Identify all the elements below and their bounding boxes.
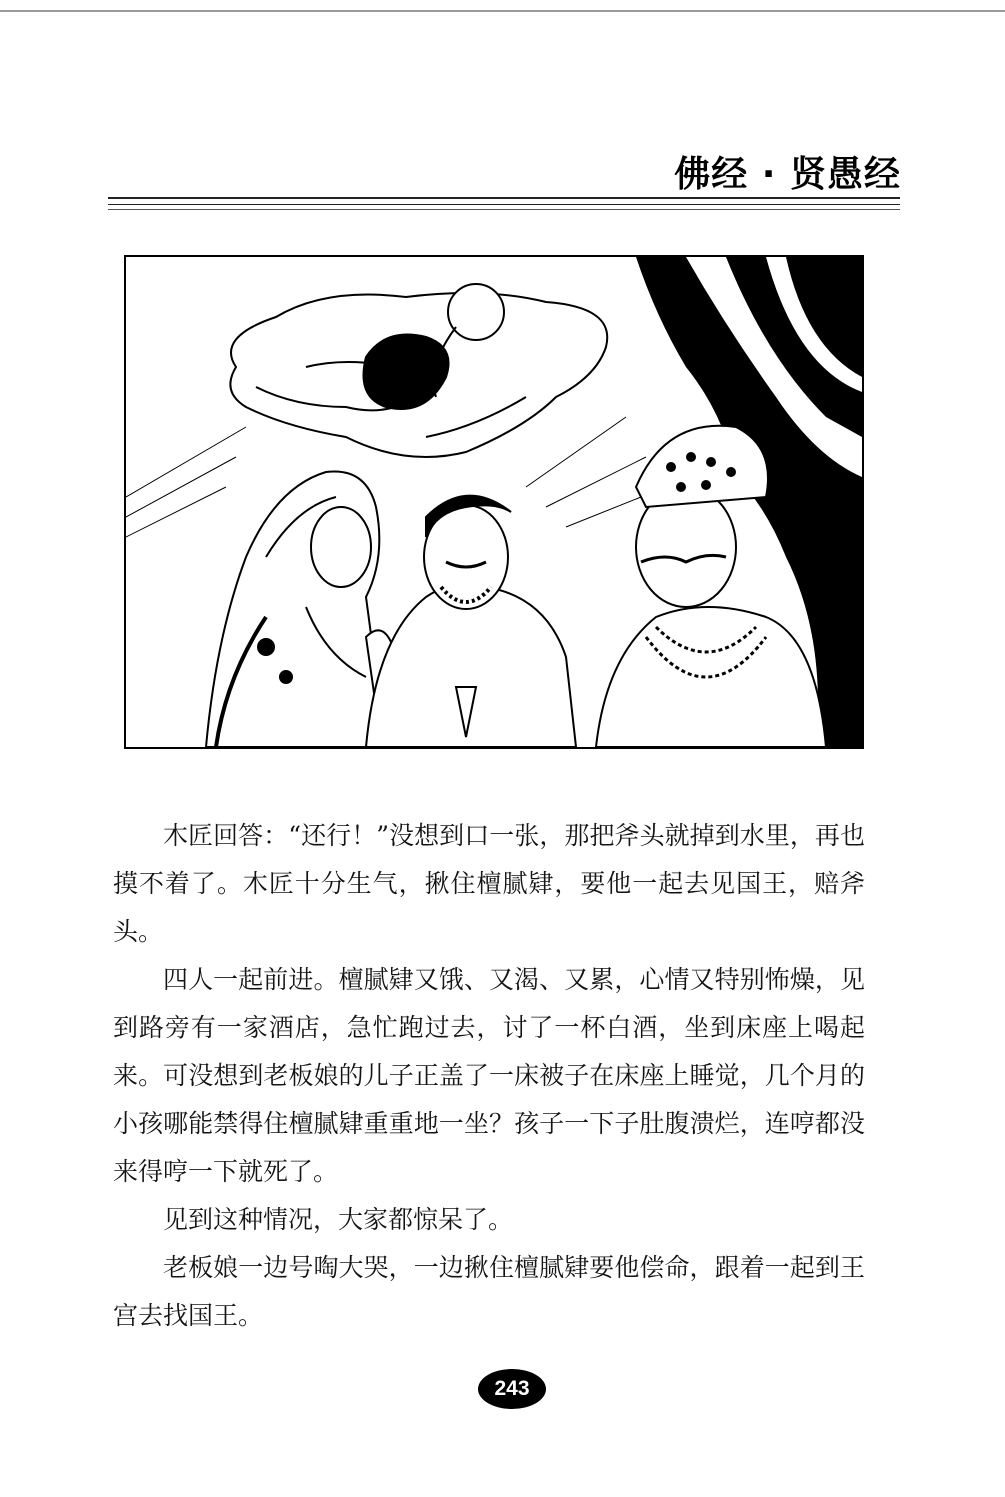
paragraph: 见到这种情况，大家都惊呆了。 bbox=[163, 1205, 514, 1234]
header-rule bbox=[108, 209, 900, 210]
body-text bbox=[113, 812, 865, 1340]
page-number: 243 bbox=[478, 1369, 546, 1409]
woodcut-illustration bbox=[124, 255, 864, 749]
header-rule bbox=[108, 204, 900, 205]
paragraph: 四人一起前进。檀腻肄又饿、又渴、又累，心情又特别怖燥，见到路旁有一家酒店，急忙跑过去，讨了一杯白酒，坐到床座上喝起来。可没想到老板娘的儿子正盖了一床被子在床座上睡觉，几个月的小孩哪能禁得住檀腻肄重重地一坐？孩子一下子肚腹溃烂，连哼都没来得哼一下就死了。 bbox=[113, 965, 865, 1186]
top-edge-rule bbox=[0, 10, 1005, 12]
running-title: 佛经 · 贤愚经 bbox=[674, 154, 901, 195]
paragraph: 老板娘一边号啕大哭，一边揪住檀腻肄要他偿命，跟着一起到王宫去找国王。 bbox=[113, 1253, 865, 1330]
paragraph: 木匠回答：“还行！”没想到口一张，那把斧头就掉到水里，再也摸不着了。木匠十分生气，揪住檀腻肄，要他一起去见国王，赔斧头。 bbox=[113, 821, 865, 946]
header-rule bbox=[108, 197, 900, 199]
